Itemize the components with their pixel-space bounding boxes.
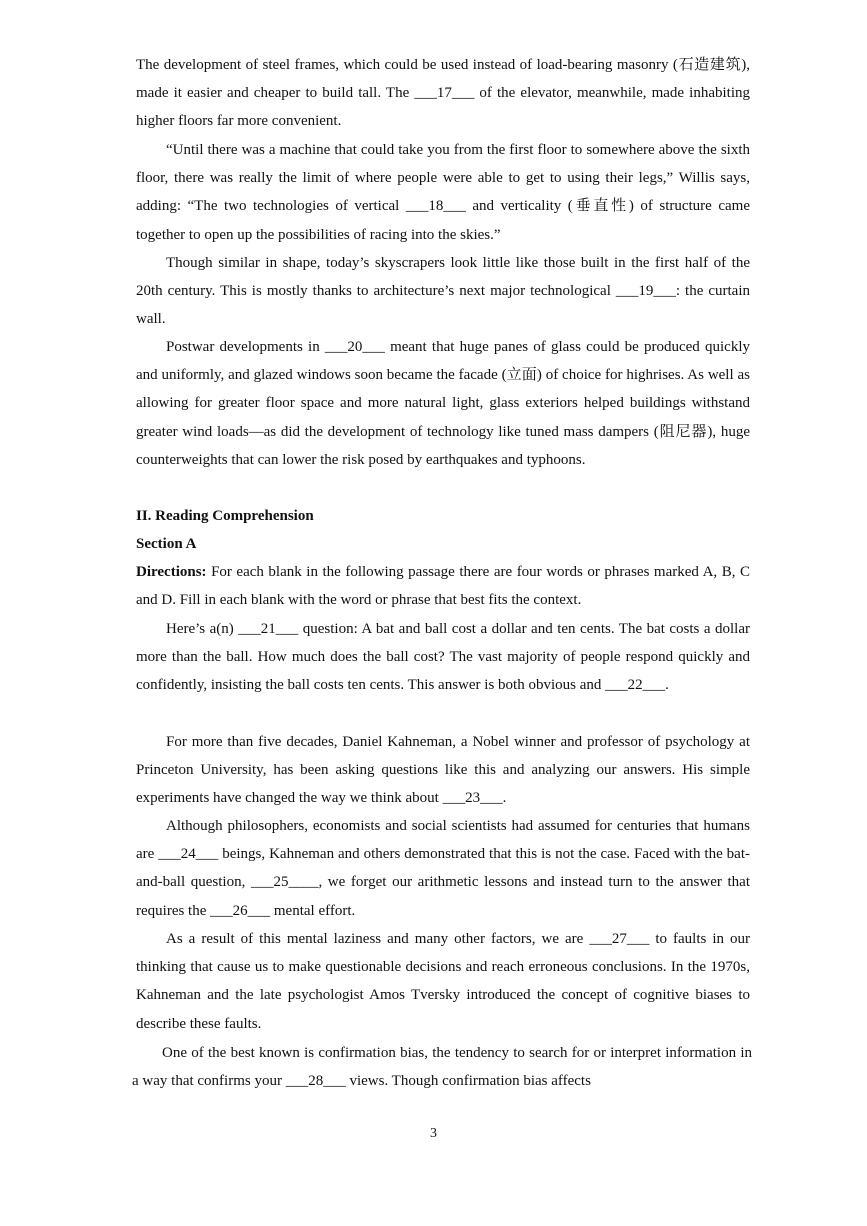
paragraph-willis-quote: “Until there was a machine that could take you from the first floor to somewhere above the sixth floor, there was really the limit of where people were able to get to using their legs,” Willis says, adding: “The two technologies of vertical ___18___ and verticality (垂直性) of structure came together to open up the possibilities of racing into the skies.” bbox=[136, 142, 750, 243]
paragraph-kahneman: For more than five decades, Daniel Kahneman, a Nobel winner and professor of psychology at Princeton University, has been asking questions like this and analyzing our answers. His simple experiments have changed the way we think about ___23___. bbox=[136, 734, 750, 807]
paragraph-rational-beings: Although philosophers, economists and social scientists had assumed for centuries that humans are ___24___ beings, Kahneman and others demonstrated that this is not the case. Faced with the bat-and-ball question, ___25____, we forget our arithmetic lessons and instead turn to the answer that requires the ___26___ mental effort. bbox=[136, 818, 750, 919]
directions-text: For each blank in the following passage there are four words or phrases marked A, B, C and D. Fill in each blank with the word or phrase that best fits the context. bbox=[136, 564, 750, 609]
paragraph-curtain-wall: Though similar in shape, today’s skyscrapers look little like those built in the first half of the 20th century. This is mostly thanks to architecture’s next major technological ___19___: the curtain wall. bbox=[136, 255, 750, 328]
directions-label: Directions: bbox=[136, 564, 207, 580]
directions-paragraph bbox=[136, 558, 750, 614]
paragraph-postwar-glass: Postwar developments in ___20___ meant that huge panes of glass could be produced quickly and uniformly, and glazed windows soon became the facade (立面) of choice for highrises. As well as allowing for greater floor space and more natural light, glass exteriors helped buildings withstand greater wind loads—as did the development of technology like tuned mass dampers (阻尼器), huge counterweights that can lower the risk posed by earthquakes and typhoons. bbox=[136, 339, 750, 468]
paragraph-bat-ball-question: Here’s a(n) ___21___ question: A bat and ball cost a dollar and ten cents. The bat costs a dollar more than the ball. How much does the ball cost? The vast majority of people respond quickly and confidently, insisting the ball costs ten cents. This answer is both obvious and ___22___. bbox=[136, 621, 750, 694]
page-number: 3 bbox=[430, 1126, 437, 1141]
paragraph-mental-laziness: As a result of this mental laziness and many other factors, we are ___27___ to faults in our thinking that cause us to make questionable decisions and reach erroneous conclusions. In the 1970s, Kahneman and the late psychologist Amos Tversky introduced the concept of cognitive biases to describe these faults. bbox=[136, 931, 750, 1032]
paragraph-confirmation-bias: One of the best known is confirmation bias, the tendency to search for or interpret information in a way that confirms your ___28___ views. Though confirmation bias affects bbox=[132, 1045, 752, 1090]
section-heading: II. Reading Comprehension bbox=[136, 508, 314, 524]
subsection-heading: Section A bbox=[136, 536, 197, 552]
paragraph-steel-frames: The development of steel frames, which could be used instead of load-bearing masonry (石造建筑), made it easier and cheaper to build tall. The ___17___ of the elevator, meanwhile, made inhabiting higher floors far more convenient. bbox=[136, 57, 750, 130]
